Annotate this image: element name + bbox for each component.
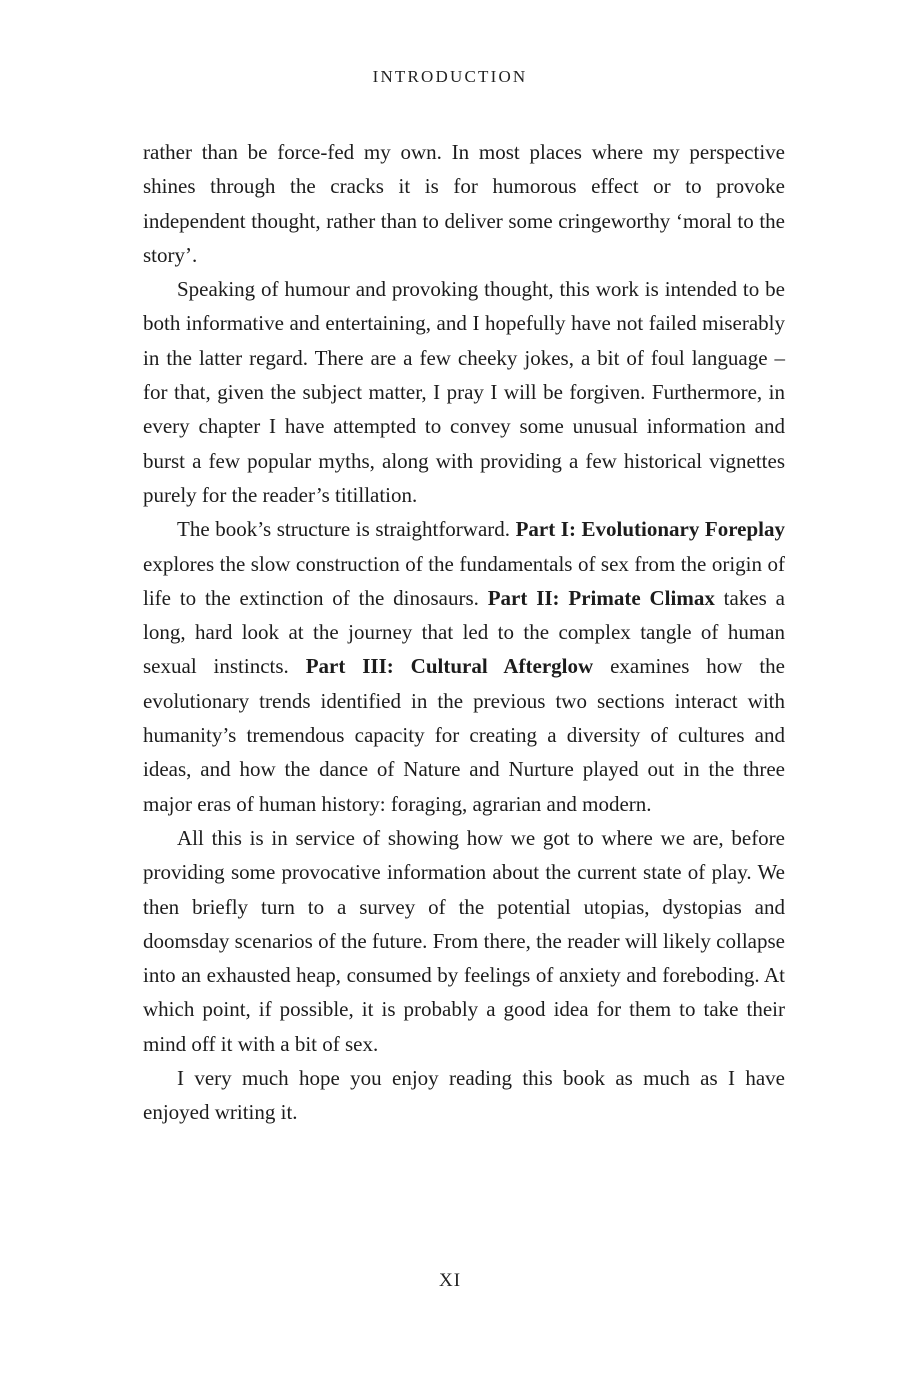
text-run: All this is in service of showing how we got to where we are, before providing some provocative information about the current state of play. We then briefly turn to a survey of the potential utopias, dystopias and doomsday scenarios of the future. From there, the reader will likely collapse into an exhausted heap, consumed by feelings of anxiety and foreboding. At which point, if possible, it is probably a good idea for them to take their mind off it with a bit of sex. <box>143 825 785 1056</box>
paragraph <box>143 272 785 512</box>
paragraph <box>143 135 785 272</box>
text-run: Speaking of humour and provoking thought, this work is intended to be both informative and entertaining, and I hopefully have not failed miserably in the latter regard. There are a few cheeky jokes, a bit of foul language – for that, given the subject matter, I pray I will be forgiven. Furthermore, in every chapter I have attempted to convey some unusual information and burst a few popular myths, along with providing a few historical vignettes purely for the reader’s titillation. <box>143 277 785 507</box>
body-text <box>143 135 785 1130</box>
running-head: INTRODUCTION <box>372 67 528 86</box>
text-run: takes a long, hard look at the journey that led to the complex tangle of human sexual instincts. <box>143 585 785 679</box>
text-run: explores the slow construction of the fundamentals of sex from the origin of life to the extinction of the dinosaurs. <box>143 551 785 610</box>
text-run: The book’s structure is straightforward. <box>177 517 516 542</box>
text-run: examines how the evolutionary trends identified in the previous two sections interact with humanity’s tremendous capacity for creating a diversity of cultures and ideas, and how the dance of Nature and Nurture played out in the three major eras of human history: foraging, agrarian and modern. <box>143 654 786 816</box>
paragraph <box>143 1061 785 1130</box>
text-run: rather than be force-fed my own. In most places where my perspective shines through the cracks it is for humorous effect or to provoke independent thought, rather than to deliver some cringeworthy ‘moral to the story’. <box>143 140 785 267</box>
page-number: XI <box>438 1270 462 1291</box>
bold-heading-run: Part I: Evolutionary Foreplay <box>515 517 785 542</box>
paragraph <box>143 821 785 1061</box>
bold-heading-run: Part III: Cultural Afterglow <box>305 654 594 679</box>
text-run: I very much hope you enjoy reading this book as much as I have enjoyed writing it. <box>143 1066 785 1125</box>
paragraph <box>143 512 785 821</box>
bold-heading-run: Part II: Primate Climax <box>487 585 715 610</box>
